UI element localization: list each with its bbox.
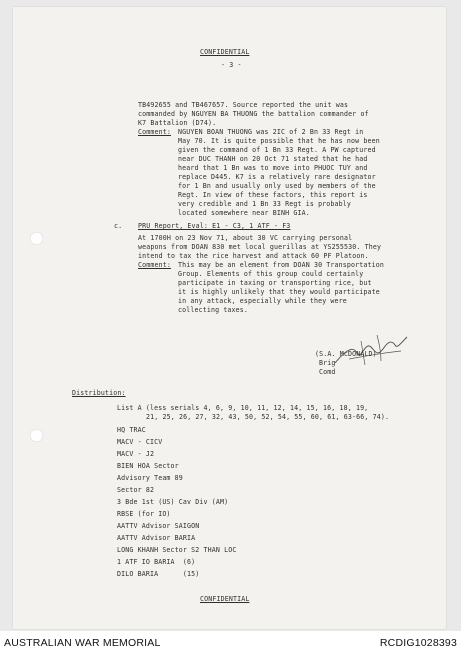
comment-line: Regt. In view of these factors, this report is bbox=[178, 191, 368, 199]
comment-line: NGUYEN BOAN THUONG was 2IC of 2 Bn 33 Regt in bbox=[178, 128, 364, 136]
comment-line: in any attack, especially while they were bbox=[178, 297, 347, 305]
comment-line: for 1 Bn and usually only used by members of the bbox=[178, 182, 376, 190]
comment-line: May 70. It is quite possible that he has now been bbox=[178, 137, 380, 145]
recipient-item: DILO BARIA (15) bbox=[117, 570, 200, 578]
para-c-line: weapons from DOAN 830 met local guerillas at YS255530. They bbox=[138, 243, 382, 251]
recipient-item: Advisory Team 89 bbox=[117, 474, 183, 482]
para-c-line: intend to tax the rice harvest and attack 60 PF Platoon. bbox=[138, 252, 369, 260]
distribution-label: Distribution: bbox=[72, 389, 126, 397]
archive-reference: RCDIG1028393 bbox=[379, 637, 457, 649]
para-c-title: PRU Report, Eval: E1 - C3, 1 ATF - F3 bbox=[138, 222, 291, 230]
comment-label: Comment: bbox=[138, 261, 171, 269]
distribution-list-a: 21, 25, 26, 27, 32, 43, 50, 52, 54, 55, 60, 61, 63-66, 74). bbox=[146, 413, 390, 421]
comment-label: Comment: bbox=[138, 128, 171, 136]
comment-line: Group. Elements of this group could certainly bbox=[178, 270, 364, 278]
para-b-line: TB492655 and TB467657. Source reported the unit was bbox=[138, 101, 349, 109]
punch-hole bbox=[30, 429, 43, 442]
comment-line: participate in taxing or transporting rice, but bbox=[178, 279, 372, 287]
footer-classification: CONFIDENTIAL bbox=[200, 595, 250, 603]
archive-name: AUSTRALIAN WAR MEMORIAL bbox=[4, 637, 161, 649]
comment-line: located somewhere near BINH GIA. bbox=[178, 209, 310, 217]
distribution-list-a: List A (less serials 4, 6, 9, 10, 11, 12, 14, 15, 16, 18, 19, bbox=[117, 404, 369, 412]
punch-hole bbox=[30, 232, 43, 245]
recipient-item: RBSE (for IO) bbox=[117, 510, 171, 518]
header-classification: CONFIDENTIAL bbox=[200, 48, 250, 56]
para-c-line: At 1700H on 23 Nov 71, about 30 VC carrying personal bbox=[138, 234, 353, 242]
recipient-item: LONG KHANH Sector S2 THAN LOC bbox=[117, 546, 237, 554]
comment-line: This may be an element from DOAN 30 Transportation bbox=[178, 261, 384, 269]
document-page bbox=[13, 7, 446, 629]
recipient-item: MACV - J2 bbox=[117, 450, 155, 458]
signature-appointment: Comd bbox=[319, 368, 336, 376]
page-number: - 3 - bbox=[221, 61, 242, 69]
recipient-item: HQ TRAC bbox=[117, 426, 146, 434]
signature-rank: Brig bbox=[319, 359, 336, 367]
recipient-item: BIEN HOA Sector bbox=[117, 462, 179, 470]
recipient-item: AATTV Advisor SAIGON bbox=[117, 522, 200, 530]
recipient-item: AATTV Advisor BARIA bbox=[117, 534, 196, 542]
comment-line: heard that 1 Bn was to move into PHUOC TUY and bbox=[178, 164, 368, 172]
comment-line: it is highly unlikely that they would participate bbox=[178, 288, 380, 296]
comment-line: very credible and 1 Bn 33 Regt is probably bbox=[178, 200, 352, 208]
comment-line: given the command of 1 Bn 33 Regt. A PW captured bbox=[178, 146, 376, 154]
para-b-line: commanded by NGUYEN BA THUONG the battalion commander of bbox=[138, 110, 369, 118]
recipient-item: Sector 82 bbox=[117, 486, 155, 494]
para-b-line: K7 Battalion (D74). bbox=[138, 119, 217, 127]
comment-line: replace D445. K7 is a relatively rare designator bbox=[178, 173, 376, 181]
recipient-item: 1 ATF IO BARIA (6) bbox=[117, 558, 196, 566]
archive-footer bbox=[0, 631, 461, 654]
comment-line: near DUC THANH on 20 Oct 71 stated that he had bbox=[178, 155, 368, 163]
signature-name: (S.A. McDONALD) bbox=[315, 350, 377, 358]
recipient-item: 3 Bde 1st (US) Cav Div (AM) bbox=[117, 498, 229, 506]
comment-line: collecting taxes. bbox=[178, 306, 249, 314]
para-c-label: c. bbox=[114, 222, 123, 230]
recipient-item: MACV - CICV bbox=[117, 438, 163, 446]
